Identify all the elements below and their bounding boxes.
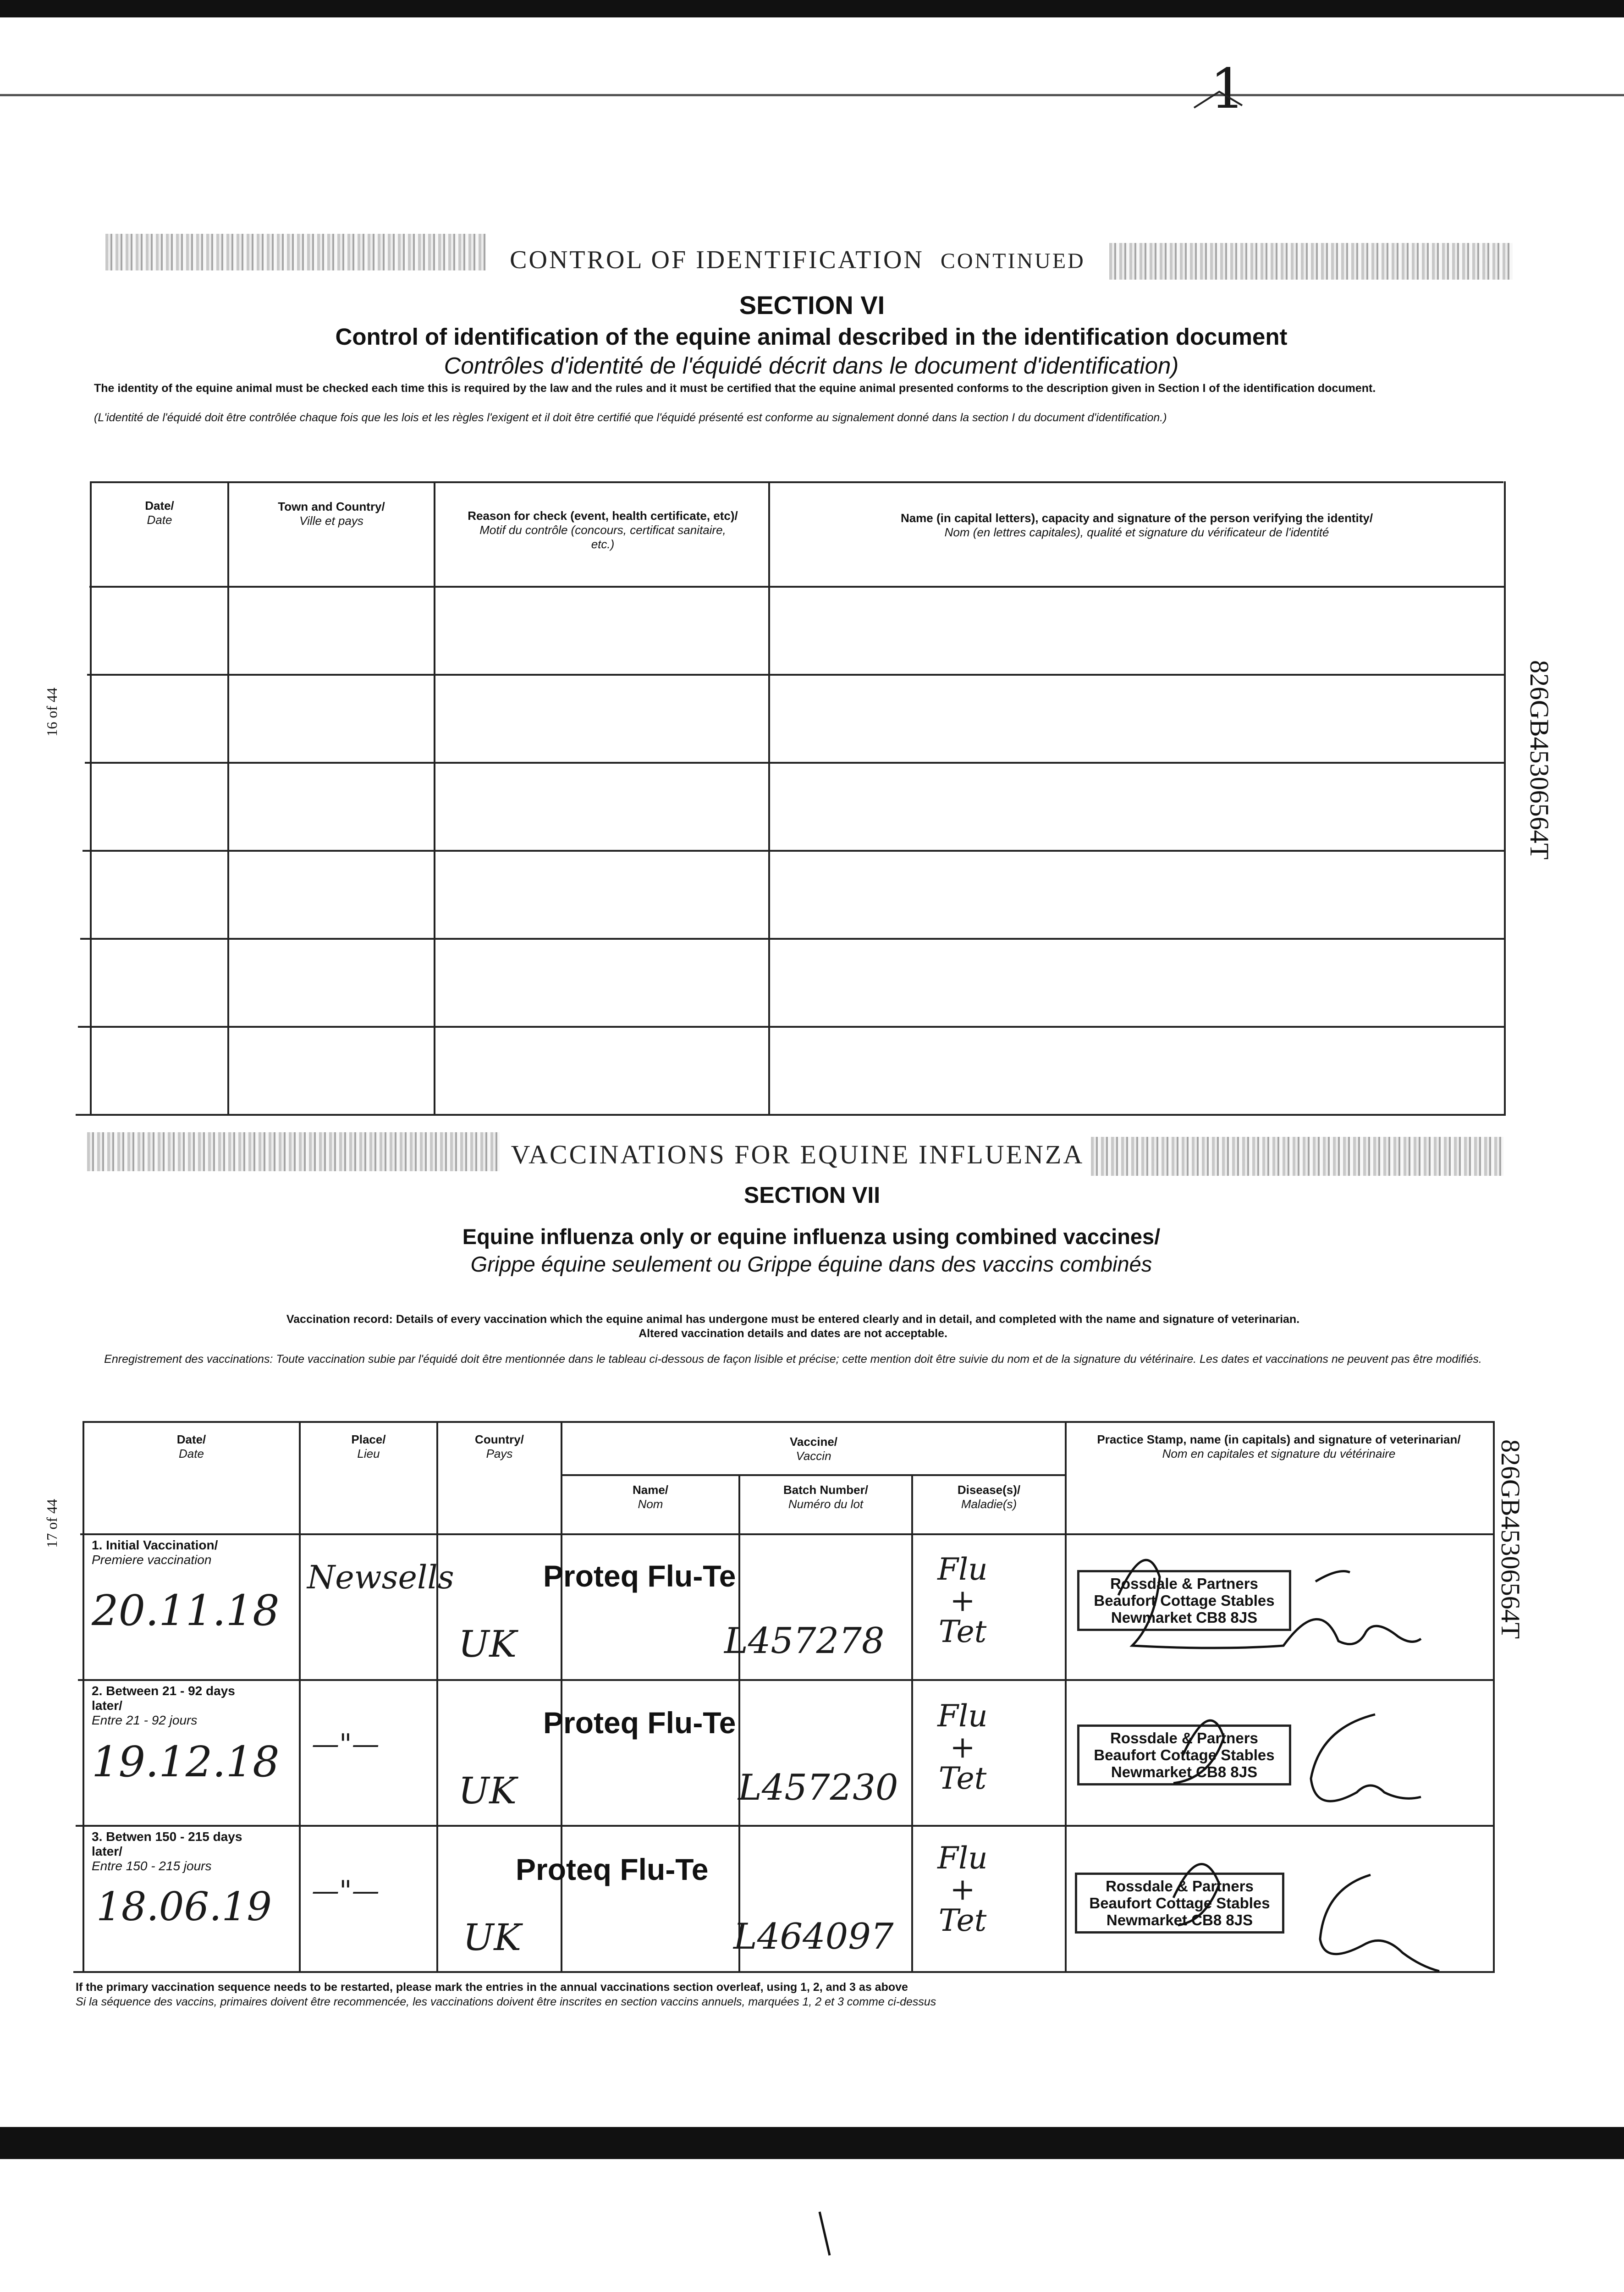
banner-noise-left-2 xyxy=(87,1132,500,1171)
bottom-scan-edge xyxy=(0,2127,1624,2159)
s6-row[interactable] xyxy=(92,764,1503,850)
vaccine-name: Proteq Flu-Te xyxy=(543,1559,736,1593)
veterinarian-signature xyxy=(1091,1687,1439,1820)
practice-stamp: Rossdale & Partners Beaufort Cottage Stables Newmarket CB8 8JS xyxy=(1077,1570,1291,1631)
s7-col-vaccine: Vaccine/ Vaccin xyxy=(789,1435,838,1463)
section7-banner: VACCINATIONS FOR EQUINE INFLUENZA xyxy=(511,1140,1085,1169)
footnote-en: If the primary vaccination sequence needs to be restarted, please mark the entries in the annual vaccinations section overleaf, using 1, 2, and 3 as above xyxy=(76,1981,908,1994)
id-number-bottom: 826GB45306564T xyxy=(1496,1439,1525,1639)
s6-col-date: Date/ Date xyxy=(145,499,174,527)
s7-col-name: Name/ Nom xyxy=(632,1483,669,1511)
section7-title: SECTION VII xyxy=(743,1182,881,1208)
row-label: 1. Initial Vaccination/ Premiere vaccination xyxy=(92,1538,218,1567)
vaccination-record-note: Vaccination record: Details of every vaccination which the equine animal has undergone must be entered clearly and in detail, and completed with the name and signature of veterinarian. Altered vaccination details and dates are not acceptable. xyxy=(286,1313,1300,1340)
s6-row[interactable] xyxy=(92,588,1503,674)
top-scan-edge xyxy=(0,0,1624,17)
batch-number: L457278 xyxy=(724,1620,885,1662)
s6-col-reason: Reason for check (event, health certificate, etc)/ Motif du contrôle (concours, certificat sanitaire, etc.) xyxy=(468,509,738,551)
id-number-top: 826GB45306564T xyxy=(1525,660,1554,860)
s7-col-disease: Disease(s)/ Maladie(s) xyxy=(957,1483,1021,1511)
vaccination-date: 20.11.18 xyxy=(92,1586,280,1635)
section7-subtitle-en: Equine influenza only or equine influenza using combined vaccines/ xyxy=(462,1224,1161,1249)
veterinarian-signature xyxy=(1082,1540,1430,1678)
section6-banner: CONTROL OF IDENTIFICATION CONTINUED xyxy=(510,246,1085,274)
vaccination-country: UK xyxy=(463,1916,522,1959)
vaccination-place: Newsells xyxy=(307,1559,454,1596)
s6-row[interactable] xyxy=(92,940,1503,1026)
row-label: 3. Betwen 150 - 215 days later/ Entre 150 - 215 jours xyxy=(92,1829,242,1873)
section6-note-fr: (L'identité de l'équidé doit être contrôlée chaque fois que les lois et les règles l'exigent et il doit être certifié que l'équidé présenté est conforme au signalement donné dans la section I du document d'identification.) xyxy=(94,411,1167,424)
s6-row[interactable] xyxy=(92,1028,1503,1114)
s7-col-stamp: Practice Stamp, name (in capitals) and signature of veterinarian/ Nom en capitales et signature du vétérinaire xyxy=(1097,1432,1461,1460)
batch-number: L457230 xyxy=(738,1767,898,1808)
top-rule xyxy=(0,94,1624,96)
veterinarian-signature xyxy=(1091,1834,1448,1980)
disease-list: Flu + Tet xyxy=(937,1698,988,1796)
disease-list: Flu + Tet xyxy=(937,1552,988,1649)
practice-stamp: Rossdale & Partners Beaufort Cottage Stables Newmarket CB8 8JS xyxy=(1077,1725,1291,1785)
vaccination-country: UK xyxy=(458,1769,517,1812)
s6-row[interactable] xyxy=(92,852,1503,938)
s7-col-batch: Batch Number/ Numéro du lot xyxy=(783,1483,868,1511)
vaccination-country: UK xyxy=(458,1623,517,1665)
row-label: 2. Between 21 - 92 days later/ Entre 21 - 92 jours xyxy=(92,1684,235,1727)
vaccination-place: —"— xyxy=(312,1875,380,1907)
page-17-label: 17 of 44 xyxy=(44,1499,60,1548)
batch-number: L464097 xyxy=(733,1916,894,1957)
s7-col-date: Date/ Date xyxy=(176,1432,206,1460)
s6-col-verifier: Name (in capital letters), capacity and signature of the person verifying the identity/ Nom (en lettres capitales), qualité et signature du vérificateur de l'identité xyxy=(900,511,1373,539)
vaccination-date: 19.12.18 xyxy=(92,1737,280,1786)
practice-stamp: Rossdale & Partners Beaufort Cottage Stables Newmarket CB8 8JS xyxy=(1075,1873,1284,1934)
section7-subtitle-fr: Grippe équine seulement ou Grippe équine dans des vaccins combinés xyxy=(470,1252,1152,1276)
vaccination-place: —"— xyxy=(312,1728,380,1760)
vaccine-name: Proteq Flu-Te xyxy=(516,1852,709,1886)
banner-noise-left xyxy=(105,234,486,270)
section6-subtitle-en: Control of identification of the equine animal described in the identification document xyxy=(335,324,1288,350)
section6-note-en: The identity of the equine animal must be checked each time this is required by the law and the rules and it must be certified that the equine animal presented conforms to the description given in Section I of the identification document. xyxy=(94,382,1376,395)
page-16-label: 16 of 44 xyxy=(44,688,60,737)
footnote-fr: Si la séquence des vaccins, primaires doivent être recommencée, les vaccinations doivent être inscrites en section vaccins annuels, marquées 1, 2 et 3 comme ci-dessus xyxy=(76,1995,936,2008)
section6-subtitle-fr: Contrôles d'identité de l'équidé décrit dans le document d'identification) xyxy=(444,353,1179,379)
vaccine-name: Proteq Flu-Te xyxy=(543,1706,736,1740)
disease-list: Flu + Tet xyxy=(937,1840,988,1938)
vaccination-record-note-fr: Enregistrement des vaccinations: Toute vaccination subie par l'équidé doit être mentionnée dans le tableau ci-dessous de façon lisible et précise; cette mention doit être suivie du nom et de la signature du vétérinaire. Les dates et vaccinations ne peuvent pas être modifiés. xyxy=(104,1353,1482,1366)
s6-col-town: Town and Country/ Ville et pays xyxy=(278,500,385,528)
vaccination-date: 18.06.19 xyxy=(96,1884,272,1930)
banner-noise-right xyxy=(1109,243,1513,280)
s7-col-place: Place/ Lieu xyxy=(351,1432,386,1460)
s7-col-country: Country/ Pays xyxy=(475,1432,524,1460)
banner-noise-right-2 xyxy=(1091,1137,1503,1176)
section6-title: SECTION VI xyxy=(739,291,885,320)
page-marker-tick-icon xyxy=(1192,89,1247,112)
page-marker: 1 xyxy=(1210,57,1245,121)
s6-row[interactable] xyxy=(92,676,1503,762)
scan-mark-icon xyxy=(816,2209,834,2260)
